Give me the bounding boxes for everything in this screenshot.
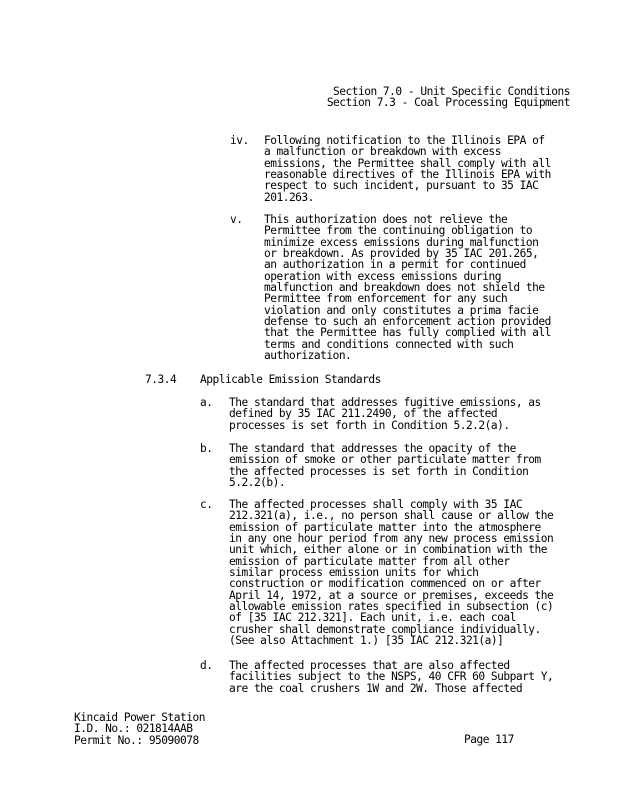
footer-id-number: I.D. No.: 021814AAB [74, 722, 193, 736]
text-line: The standard that addresses the opacity of the [229, 442, 516, 455]
page-header [327, 86, 570, 109]
standard-d [200, 660, 553, 694]
section-heading [145, 374, 381, 385]
text-line: (See also Attachment 1.) [35 IAC 212.321(a)] [229, 634, 504, 648]
header-section-line: Section 7.0 - Unit Specific Conditions [333, 85, 570, 98]
text-line: terms and conditions connected with such [264, 337, 514, 351]
section-number: 7.3.4 [145, 373, 177, 386]
standard-b-text [229, 443, 541, 488]
text-line: in any one hour period from any new process emission [229, 532, 554, 546]
text-line: respect to such incident, pursuant to 35 IAC [264, 179, 539, 193]
section-title: Applicable Emission Standards [200, 373, 381, 386]
text-line: the affected processes is set forth in Condition [229, 464, 529, 478]
item-iv [230, 135, 551, 203]
standard-c [200, 499, 553, 646]
text-line: authorization. [264, 349, 352, 363]
text-line: emission of particulate matter from all other [229, 554, 510, 568]
text-line: an authorization in a permit for continued [264, 258, 526, 272]
text-line: are the coal crushers 1W and 2W. Those affected [229, 681, 523, 695]
item-iv-marker: iv. [230, 134, 249, 147]
page-number: Page 117 [464, 733, 514, 746]
item-v [230, 214, 551, 361]
item-iv-text [264, 135, 551, 203]
standard-a-text [229, 397, 541, 431]
text-line: operation with excess emissions during [264, 269, 501, 283]
text-line: construction or modification commenced on or after [229, 577, 541, 591]
text-line: 201.263. [264, 190, 314, 204]
standard-b-marker: b. [200, 442, 213, 455]
text-line: Permittee from the continuing obligation to [264, 224, 533, 238]
text-line: emissions, the Permittee shall comply with all [264, 156, 551, 170]
standard-a [200, 397, 541, 431]
standard-b [200, 443, 541, 488]
text-line: facilities subject to the NSPS, 40 CFR 60 Subpart Y, [229, 670, 554, 684]
text-line: 212.321(a), i.e., no person shall cause or allow the [229, 509, 554, 523]
text-line: The affected processes that are also affected [229, 659, 510, 672]
text-line: emission of smoke or other particulate matter from [229, 453, 541, 467]
text-line: Following notification to the Illinois EPA of [264, 134, 545, 147]
text-line: or breakdown. As provided by 35 IAC 201.265, [264, 247, 539, 261]
standard-d-marker: d. [200, 659, 213, 672]
text-line: defense to such an enforcement action provided [264, 315, 551, 329]
text-line: The affected processes shall comply with 35 IAC [229, 498, 523, 511]
text-line: defined by 35 IAC 211.2490, of the affected [229, 407, 498, 421]
item-v-marker: v. [230, 213, 243, 226]
text-line: April 14, 1972, at a source or premises, exceeds the [229, 588, 554, 602]
text-line: The standard that addresses fugitive emissions, as [229, 396, 541, 409]
text-line: similar process emission units for which [229, 566, 479, 580]
header-subsection-line: Section 7.3 - Coal Processing Equipment [326, 96, 570, 110]
page-footer [74, 712, 205, 746]
standard-c-marker: c. [200, 498, 213, 511]
text-line: emission of particulate matter into the atmosphere [229, 520, 541, 534]
text-line: This authorization does not relieve the [264, 213, 508, 226]
footer-station-name: Kincaid Power Station [74, 711, 205, 724]
text-line: processes is set forth in Condition 5.2.2(a). [229, 418, 510, 432]
text-line: 5.2.2(b). [229, 476, 286, 490]
standard-d-text [229, 660, 553, 694]
text-line: that the Permittee has fully complied with all [264, 326, 551, 340]
standard-c-text [229, 499, 553, 646]
text-line: reasonable directives of the Illinois EPA with [264, 168, 551, 182]
footer-permit-number: Permit No.: 95090078 [74, 733, 199, 747]
item-v-text [264, 214, 551, 361]
text-line: Permittee from enforcement for any such [264, 292, 508, 306]
text-line: violation and only constitutes a prima facie [264, 303, 539, 317]
text-line: crusher shall demonstrate compliance individually. [229, 622, 541, 636]
text-line: minimize excess emissions during malfunction [264, 235, 539, 249]
text-line: unit which, either alone or in combination with the [229, 543, 548, 557]
text-line: malfunction and breakdown does not shield the [264, 281, 545, 295]
text-line: allowable emission rates specified in subsection (c) [229, 600, 554, 614]
text-line: of [35 IAC 212.321]. Each unit, i.e. each coal [229, 611, 516, 625]
standard-a-marker: a. [200, 396, 213, 409]
text-line: a malfunction or breakdown with excess [264, 145, 501, 159]
